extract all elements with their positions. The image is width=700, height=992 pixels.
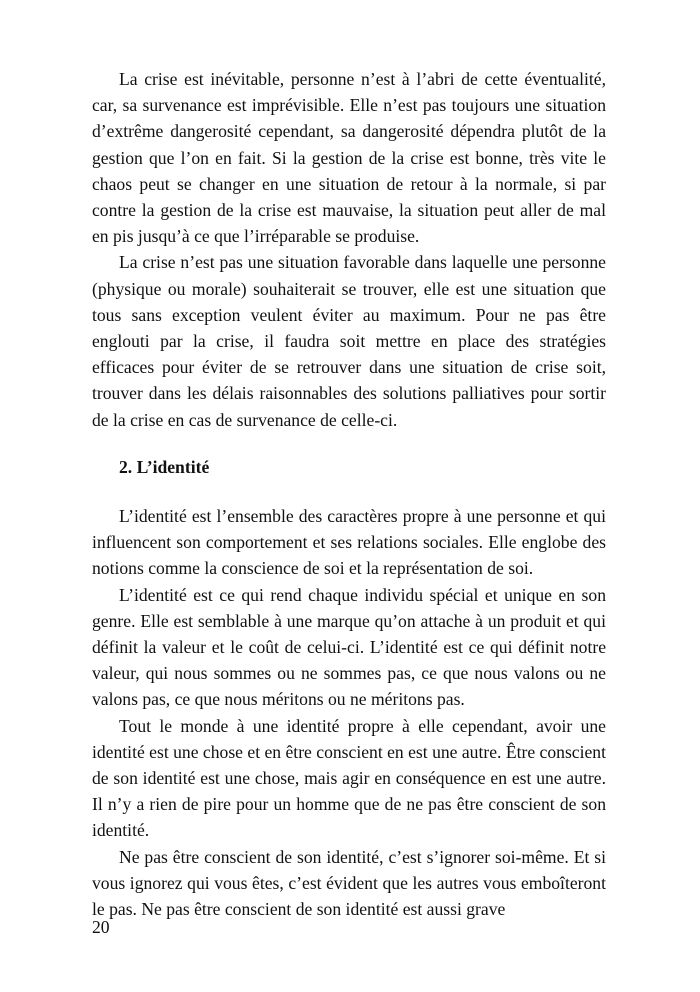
paragraph-crisis-unfavorable: La crise n’est pas une situation favorable dans laquelle une personne (physique ou morale) souhaiterait se trouver, elle est une situation que tous sans exception veulent éviter au maximum. Pour ne pas être englouti par la crise, il faudra soit mettre en place des stratégies efficaces pour éviter de se retrouver dans une situation de crise soit, trouver dans les délais raisonnables des solutions palliatives pour sortir de la crise en cas de survenance de celle-ci.	[92, 252, 606, 430]
section-heading-identity: 2. L’identité	[119, 456, 210, 477]
body-text	[92, 66, 606, 922]
page-number: 20	[92, 917, 110, 937]
paragraph-identity-ignorance: Ne pas être conscient de son identité, c’est s’ignorer soi-même. Et si vous ignorez qui vous êtes, c’est évident que les autres vous emboîteront le pas. Ne pas être conscient de son identité est aussi grave	[92, 846, 606, 920]
paragraph-identity-unique: L’identité est ce qui rend chaque individu spécial et unique en son genre. Elle est semblable à une marque qu’on attache à un produit et qui définit la valeur et le coût de celui-ci. L’identité est ce qui définit notre valeur, qui nous sommes ou ne sommes pas, ce que nous valons ou ne valons pas, ce que nous méritons ou ne méritons pas.	[92, 584, 606, 710]
paragraph-identity-awareness: Tout le monde à une identité propre à elle cependant, avoir une identité est une chose et en être conscient en est une autre. Être conscient de son identité est une chose, mais agir en conséquence en est une autre. Il n’y a rien de pire pour un homme que de ne pas être conscient de son identité.	[92, 715, 606, 841]
paragraph-identity-definition: L’identité est l’ensemble des caractères propre à une personne et qui influencent son comportement et ses relations sociales. Elle englobe des notions comme la conscience de soi et la représentation de soi.	[92, 506, 606, 579]
paragraph-crisis-inevitable: La crise est inévitable, personne n’est à l’abri de cette éventualité, car, sa survenance est imprévisible. Elle n’est pas toujours une situation d’extrême dangerosité cependant, sa dangerosité dépendra plutôt de la gestion que l’on en fait. Si la gestion de la crise est bonne, très vite le chaos peut se changer en une situation de retour à la normale, si par contre la gestion de la crise est mauvaise, la situation peut aller de mal en pis jusqu’à ce que l’irréparable se produise.	[92, 69, 606, 247]
